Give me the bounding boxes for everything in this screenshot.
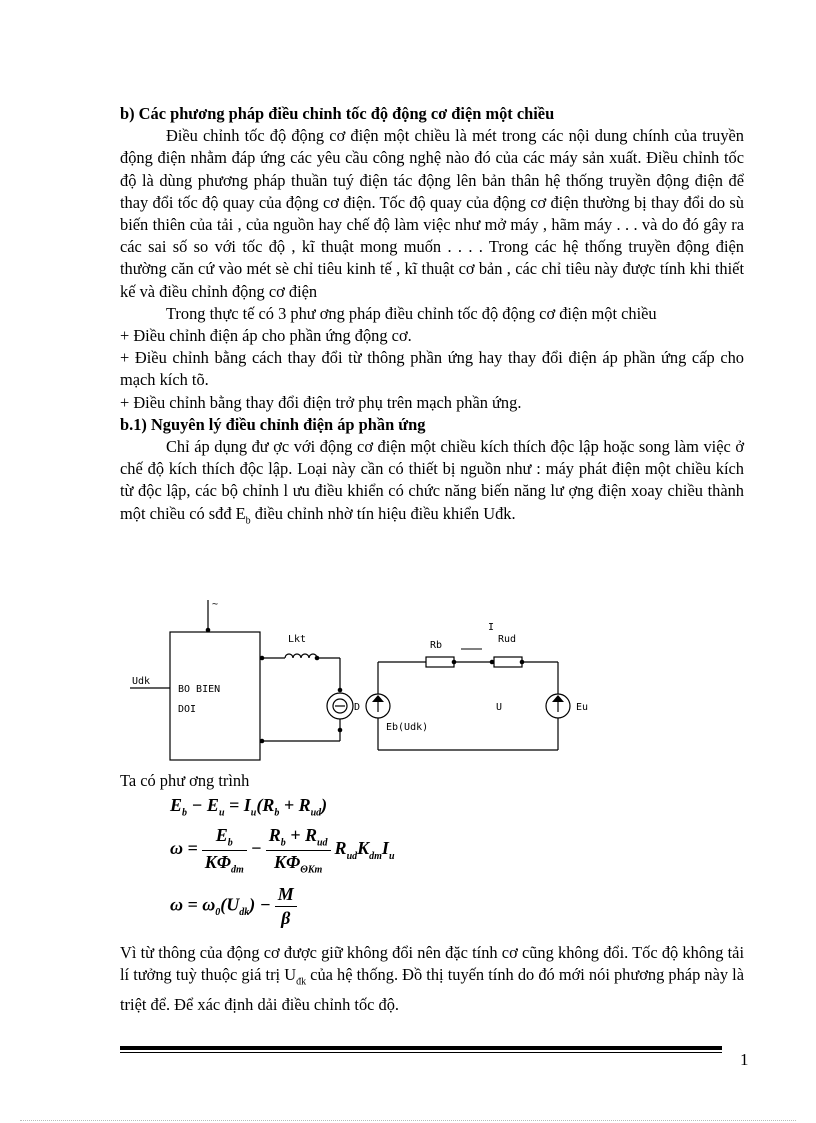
- eq1-rb-sub: b: [274, 807, 280, 819]
- eq1-eu: − E: [187, 795, 219, 815]
- paragraph-principle-text: Chỉ áp dụng đư ợc với động cơ điện một chiều kích thích độc lập hoặc song làm việc ở chế độ kích thích độc lập. Loại này cần có thiết bị nguồn như : máy phát điện một chiều kích từ độc lập, các bộ chỉnh l ưu điều khiển có chức năng biến năng lư ợng điện xoay chiều thành một chiều có sđđ E: [120, 437, 744, 523]
- eq1-eb-sub: b: [182, 807, 188, 819]
- junction-dot: [260, 656, 265, 661]
- junction-dot: [338, 688, 343, 693]
- source-eb-arrowhead: [372, 695, 384, 702]
- eq2-den2-text: KΦ: [273, 851, 301, 872]
- equation-3: [170, 884, 301, 929]
- eq3-close: ) −: [249, 894, 271, 915]
- eq2-k-sub: dm: [369, 850, 382, 862]
- resistor-rud: [494, 657, 522, 667]
- equation-1: [170, 795, 327, 819]
- inductor-lkt: [285, 654, 317, 658]
- block-label-line2: DOI: [178, 704, 197, 715]
- eq2-den2-sub: ΘKm: [300, 864, 323, 876]
- eq2-i: I: [381, 838, 389, 859]
- page-number: 1: [740, 1050, 749, 1069]
- paragraph-principle-end: điều chỉnh nhờ tín hiệu điều khiển Uđk.: [250, 503, 516, 523]
- source-eu-arrowhead: [552, 695, 564, 702]
- eq2-num1-sub: b: [227, 837, 233, 849]
- paragraph-conclusion-end: của hệ thống. Đồ thị tuyến tính do đó mới nói phương pháp này là triệt để. Để xác định dải điều chỉnh tốc độ.: [120, 965, 744, 1014]
- eq2-num2-sub: b: [280, 837, 286, 849]
- eq3-den: β: [281, 908, 291, 928]
- circuit-diagram: [130, 596, 610, 762]
- eq3-fraction: [275, 884, 297, 929]
- voltage-label: U: [496, 702, 503, 713]
- equation-intro: Ta có phư ơng trình: [120, 771, 250, 790]
- eq1-rud-sub: ud: [310, 807, 322, 819]
- rud-label: Rud: [498, 634, 517, 645]
- eq1-close: ): [321, 795, 328, 815]
- eq2-den1-text: KΦ: [204, 851, 231, 872]
- udk-subscript: đk: [296, 976, 307, 988]
- junction-dot: [452, 660, 457, 665]
- eq1-iu: = I: [224, 795, 251, 815]
- section-heading: b) Các phương pháp điều chỉnh tốc độ động cơ điện một chiều: [120, 104, 555, 123]
- list-item: + Điều chỉnh điện áp cho phần ứng động cơ.: [120, 326, 412, 346]
- eq2-fraction-1: [202, 825, 247, 875]
- block-label-line1: BO BIEN: [178, 684, 221, 695]
- eq2-num2-text: R: [268, 825, 281, 845]
- eq2-den1-sub: dm: [231, 864, 244, 876]
- junction-dot: [338, 728, 343, 733]
- eq2-num2-plus: + R: [285, 825, 317, 845]
- list-item: + Điều chỉnh bằng cách thay đổi từ thông phần ứng hay thay đổi điện áp phần ứng cấp cho mạch kích tõ.: [120, 348, 744, 390]
- inductor-label: Lkt: [288, 634, 307, 645]
- eq2-den1: [202, 851, 247, 876]
- subsection-heading: b.1) Nguyên lý điều chỉnh điện áp phần ứng: [120, 414, 426, 434]
- ac-symbol: ~: [212, 599, 219, 610]
- eq2-i-sub: u: [388, 850, 395, 862]
- eq2-k: K: [357, 838, 370, 859]
- paragraph-intro: Điều chỉnh tốc độ động cơ điện một chiều là mét trong các nội dung chính của truyền động điện nhằm đáp ứng các yêu cầu công nghệ nào đó của các máy sản xuất. Điều chỉnh tốc độ là dùng phương pháp thuần tuý điện tác động lên bản thân hệ thống truyền động điện để thay đổi tốc độ quay của động cơ điện. Tốc độ quay của động cơ điện thường bị thay đổi do sù biến thiên của tải , của nguồn hay chế độ làm việc như mở máy , hãm máy . . . và do đó gây ra các sai số so với tốc độ , kĩ thuật mong muốn . . . . Trong các hệ thống truyền động điện thường căn cứ vào mét sè chỉ tiêu kinh tế , kĩ thuật cơ bản , các chỉ tiêu này được tính khi thiết kế và điều chỉnh động cơ điện: [120, 126, 744, 301]
- resistor-rb: [426, 657, 454, 667]
- body-text-top: [120, 103, 744, 532]
- eq2-num2-sub2: ud: [316, 837, 328, 849]
- eq2-num2: [266, 825, 331, 851]
- eq2-rud-sub: ud: [346, 850, 358, 862]
- eq2-rud: R: [334, 838, 347, 859]
- eq3-num: M: [275, 884, 297, 907]
- eq2-fraction-2: [266, 825, 331, 875]
- footer-rule-thin: [120, 1052, 722, 1053]
- eq2-omega: ω =: [170, 838, 198, 859]
- eb-subscript: b: [245, 514, 251, 526]
- eq3-omega-sub: 0: [215, 907, 221, 919]
- eq1-rud: + R: [279, 795, 311, 815]
- eq1-eb: E: [170, 795, 183, 815]
- eq3-u-sub: dk: [239, 907, 250, 919]
- junction-dot: [260, 739, 265, 744]
- equation-2: [170, 825, 395, 875]
- eq3-omega: ω = ω: [170, 894, 216, 915]
- footer-rule-thick: [120, 1046, 722, 1050]
- paragraph-conclusion-text: Vì từ thông của động cơ được giữ không đổi nên đặc tính cơ cũng không đổi. Tốc độ không tải lí tưởng tuỳ thuộc giá trị U: [120, 943, 744, 985]
- eq2-num1-text: E: [215, 825, 228, 845]
- paragraph-methods-count: Trong thực tế có 3 phư ơng pháp điều chỉnh tốc độ động cơ điện một chiều: [166, 303, 657, 323]
- eq1-eu-sub: u: [218, 807, 225, 819]
- control-input-label: Udk: [132, 676, 151, 687]
- eq3-u: (U: [220, 894, 240, 915]
- current-label: I: [488, 622, 495, 633]
- eb-label: Eb(Udk): [386, 722, 429, 733]
- eq1-iu-sub: u: [250, 807, 257, 819]
- motor-label: D: [354, 702, 361, 713]
- eu-label: Eu: [576, 702, 589, 713]
- junction-dot: [520, 660, 525, 665]
- list-item: + Điều chỉnh bằng thay đổi điện trở phụ trên mạch phần ứng.: [120, 392, 522, 412]
- eq2-minus: −: [250, 838, 262, 859]
- paragraph-conclusion: [120, 942, 744, 1016]
- eq2-num1: [202, 825, 247, 851]
- converter-block: [170, 632, 260, 760]
- paragraph-principle: [120, 436, 744, 532]
- page-bottom-dotted-line: [20, 1120, 796, 1121]
- eq1-rb: (R: [256, 795, 275, 815]
- rb-label: Rb: [430, 640, 443, 651]
- body-text-bottom: [120, 942, 744, 1016]
- eq2-den2: [266, 851, 331, 876]
- junction-dot: [315, 656, 320, 661]
